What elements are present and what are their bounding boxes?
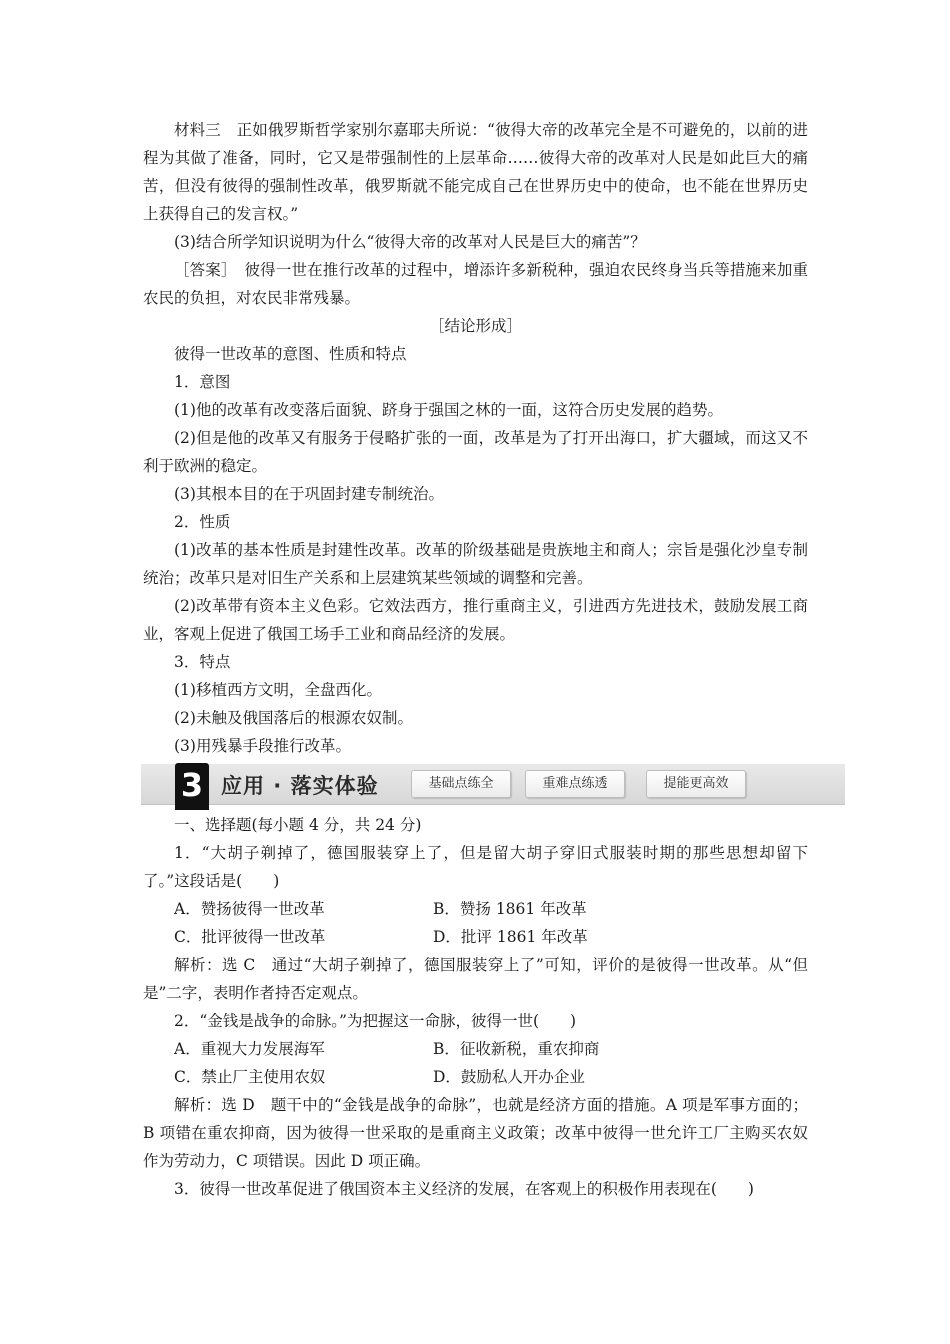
question-2: 2．“金钱是战争的命脉。”为把握这一命脉，彼得一世( ): [174, 1012, 577, 1030]
material-three-text: 材料三 正如俄罗斯哲学家别尔嘉耶夫所说：“彼得大帝的改革完全是不可避免的，以前的进程为其做了准备，同时，它又是带强制性的上层革命……彼得大帝的改革对人民是如此巨大的痛苦，但没有彼得的强制性改革，俄罗斯就不能完成自己在世界历史中的使命，也不能在世界历史上获得自己的发言权。”: [143, 121, 808, 223]
question-3: 3．彼得一世改革促进了俄国资本主义经济的发展，在客观上的积极作用表现在( ): [174, 1180, 754, 1198]
q2-options-row-2: [143, 1063, 808, 1091]
q1-options-row-1: [143, 895, 808, 923]
tab-efficiency-boost[interactable]: 提能更高效: [646, 770, 746, 798]
feature-item: (3)用残暴手段推行改革。: [174, 737, 351, 755]
conclusion-heading: ［结论形成］: [428, 317, 522, 335]
q2-option-a: A．重视大力发展海军: [174, 1040, 325, 1058]
section-banner: [141, 764, 845, 805]
page-content: [143, 116, 808, 1203]
banner-title: 应用 · 落实体验: [221, 774, 379, 798]
intent-item: (2)但是他的改革又有服务于侵略扩张的一面，改革是为了打开出海口，扩大疆域，而这又不利于欧洲的稳定。: [143, 429, 808, 475]
q1-explanation: 解析：选 C 通过“大胡子剃掉了，德国服装穿上了”可知，评价的是彼得一世改革。从“但是”二字，表明作者持否定观点。: [143, 956, 808, 1002]
nature-item: (1)改革的基本性质是封建性改革。改革的阶级基础是贵族地主和商人；宗旨是强化沙皇专制统治；改革只是对旧生产关系和上层建筑某些领域的调整和完善。: [143, 541, 808, 587]
q2-explanation: 解析：选 D 题干中的“金钱是战争的命脉”，也就是经济方面的措施。A 项是军事方面的；B 项错在重农抑商，因为彼得一世采取的是重商主义政策；改革中彼得一世允许工厂主购买农奴作为劳动力，C 项错误。因此 D 项正确。: [143, 1096, 808, 1170]
tab-basic-practice[interactable]: 基础点练全: [411, 770, 511, 798]
section-nature-title: 2．性质: [174, 513, 231, 531]
tab-key-difficult-practice[interactable]: 重难点练透: [525, 770, 625, 798]
q2-option-c: C．禁止厂主使用农奴: [174, 1068, 326, 1086]
q1-options-row-2: [143, 923, 808, 951]
intent-item: (3)其根本目的在于巩固封建专制统治。: [174, 485, 444, 503]
answer-text: ［答案］ 彼得一世在推行改革的过程中，增添许多新税种，强迫农民终身当兵等措施来加重农民的负担，对农民非常残暴。: [143, 261, 808, 307]
q1-option-c: C．批评彼得一世改革: [174, 928, 326, 946]
question-three: (3)结合所学知识说明为什么“彼得大帝的改革对人民是巨大的痛苦”？: [174, 233, 646, 251]
section-intent-title: 1．意图: [174, 373, 231, 391]
nature-item: (2)改革带有资本主义色彩。它效法西方，推行重商主义，引进西方先进技术，鼓励发展工商业，客观上促进了俄国工场手工业和商品经济的发展。: [143, 597, 808, 643]
section-number-badge: 3: [175, 763, 209, 807]
question-1: 1．“大胡子剃掉了，德国服装穿上了，但是留大胡子穿旧式服装时期的那些思想却留下了。”这段话是( ): [143, 844, 808, 890]
conclusion-intro: 彼得一世改革的意图、性质和特点: [174, 345, 407, 363]
q2-option-b: B．征收新税，重农抑商: [433, 1040, 600, 1058]
q1-option-a: A．赞扬彼得一世改革: [174, 900, 325, 918]
q1-option-d: D．批评 1861 年改革: [433, 928, 588, 946]
q2-options-row-1: [143, 1035, 808, 1063]
feature-item: (2)未触及俄国落后的根源农奴制。: [174, 709, 413, 727]
exercise-section-title: 一、选择题(每小题 4 分，共 24 分): [174, 816, 422, 834]
q2-option-d: D．鼓励私人开办企业: [433, 1068, 585, 1086]
feature-item: (1)移植西方文明，全盘西化。: [174, 681, 382, 699]
intent-item: (1)他的改革有改变落后面貌、跻身于强国之林的一面，这符合历史发展的趋势。: [174, 401, 723, 419]
section-features-title: 3．特点: [174, 653, 231, 671]
q1-option-b: B．赞扬 1861 年改革: [433, 900, 587, 918]
